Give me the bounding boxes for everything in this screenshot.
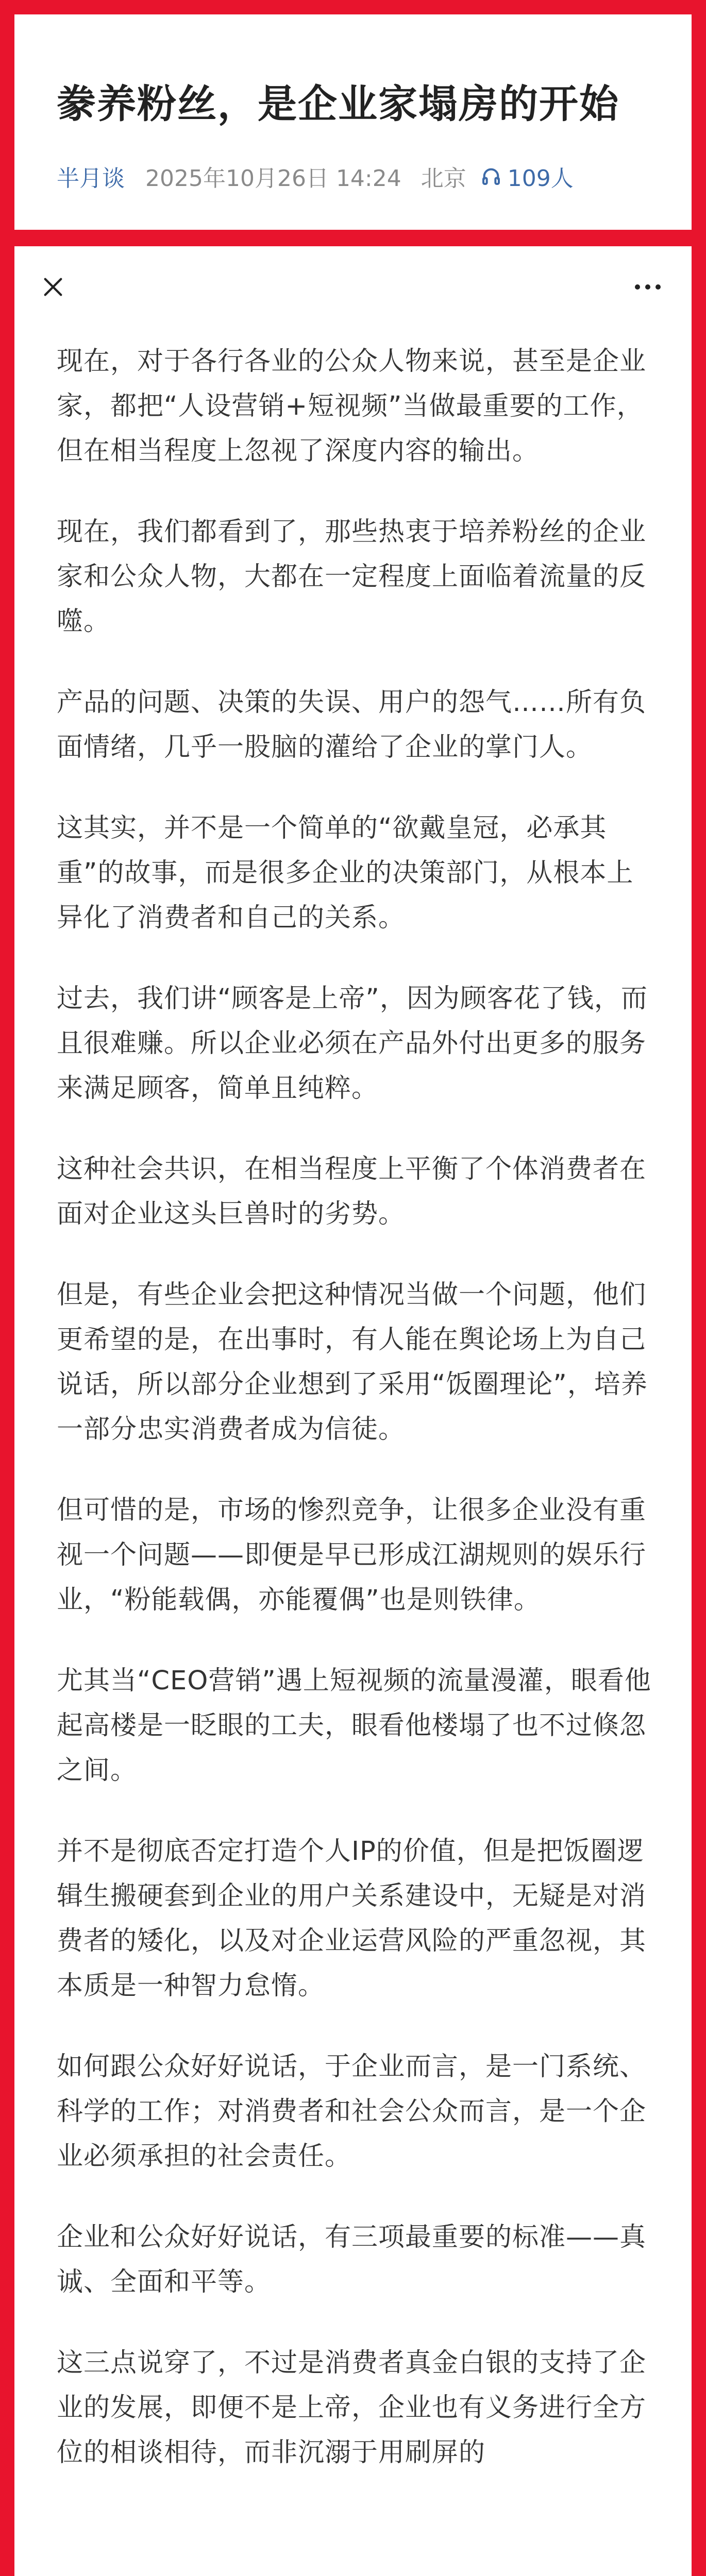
article-paragraph: 现在，对于各行各业的公众人物来说，甚至是企业家，都把“人设营销+短视频”当做最重要的工作，但在相当程度上忽视了深度内容的输出。 — [57, 346, 647, 466]
more-button[interactable] — [625, 269, 671, 305]
reader-topbar — [14, 246, 692, 329]
publish-location: 北京 — [421, 165, 466, 192]
article-body-card — [14, 246, 692, 2576]
article-header — [14, 14, 692, 230]
article-paragraph: 尤其当“CEO营销”遇上短视频的流量漫灌，眼看他起高楼是一眨眼的工夫，眼看他楼塌了也不过倏忽之间。 — [57, 1666, 651, 1786]
article-paragraph: 现在，我们都看到了，那些热衷于培养粉丝的企业家和公众人物，大都在一定程度上面临着流量的反噬。 — [57, 517, 647, 637]
publish-date: 2025年10月26日 14:24 — [145, 165, 401, 192]
article-meta — [57, 161, 649, 192]
article-title: 豢养粉丝，是企业家塌房的开始 — [57, 81, 619, 127]
article-paragraph: 企业和公众好好说话，有三项最重要的标准——真诚、全面和平等。 — [57, 2222, 647, 2297]
article-paragraph: 并不是彻底否定打造个人IP的价值，但是把饭圈逻辑生搬硬套到企业的用户关系建设中，无疑是对消费者的矮化，以及对企业运营风险的严重忽视，其本质是一种智力怠惰。 — [57, 1836, 647, 2001]
article-paragraph: 产品的问题、决策的失误、用户的怨气……所有负面情绪，几乎一股脑的灌给了企业的掌门人。 — [57, 687, 647, 762]
article-paragraph: 但可惜的是，市场的惨烈竞争，让很多企业没有重视一个问题——即便是早已形成江湖规则的娱乐行业，“粉能载偶，亦能覆偶”也是则铁律。 — [57, 1495, 647, 1615]
listener-count: 109人 — [507, 165, 574, 192]
article-content — [57, 339, 659, 2511]
article-paragraph: 这其实，并不是一个简单的“欲戴皇冠，必承其重”的故事，而是很多企业的决策部门，从根本上异化了消费者和自己的关系。 — [57, 813, 634, 933]
close-icon — [41, 275, 65, 299]
article-paragraph: 但是，有些企业会把这种情况当做一个问题，他们更希望的是，在出事时，有人能在舆论场上为自己说话，所以部分企业想到了采用“饭圈理论”，培养一部分忠实消费者成为信徒。 — [57, 1280, 648, 1445]
author-link[interactable]: 半月谈 — [57, 165, 125, 192]
article-paragraph: 这种社会共识，在相当程度上平衡了个体消费者在面对企业这头巨兽时的劣势。 — [57, 1154, 647, 1229]
article-paragraph: 如何跟公众好好说话，于企业而言，是一门系统、科学的工作；对消费者和社会公众而言，是一个企业必须承担的社会责任。 — [57, 2052, 647, 2172]
article-paragraph: 过去，我们讲“顾客是上帝”，因为顾客花了钱，而且很难赚。所以企业必须在产品外付出更多的服务来满足顾客，简单且纯粹。 — [57, 984, 648, 1104]
more-icon — [632, 283, 663, 291]
headphones-icon — [481, 166, 501, 187]
listen-button[interactable] — [481, 160, 574, 193]
article-paragraph: 这三点说穿了，不过是消费者真金白银的支持了企业的发展，即便不是上帝，企业也有义务进行全方位的相谈相待，而非沉溺于用刷屏的 — [57, 2348, 647, 2468]
close-button[interactable] — [35, 269, 71, 305]
